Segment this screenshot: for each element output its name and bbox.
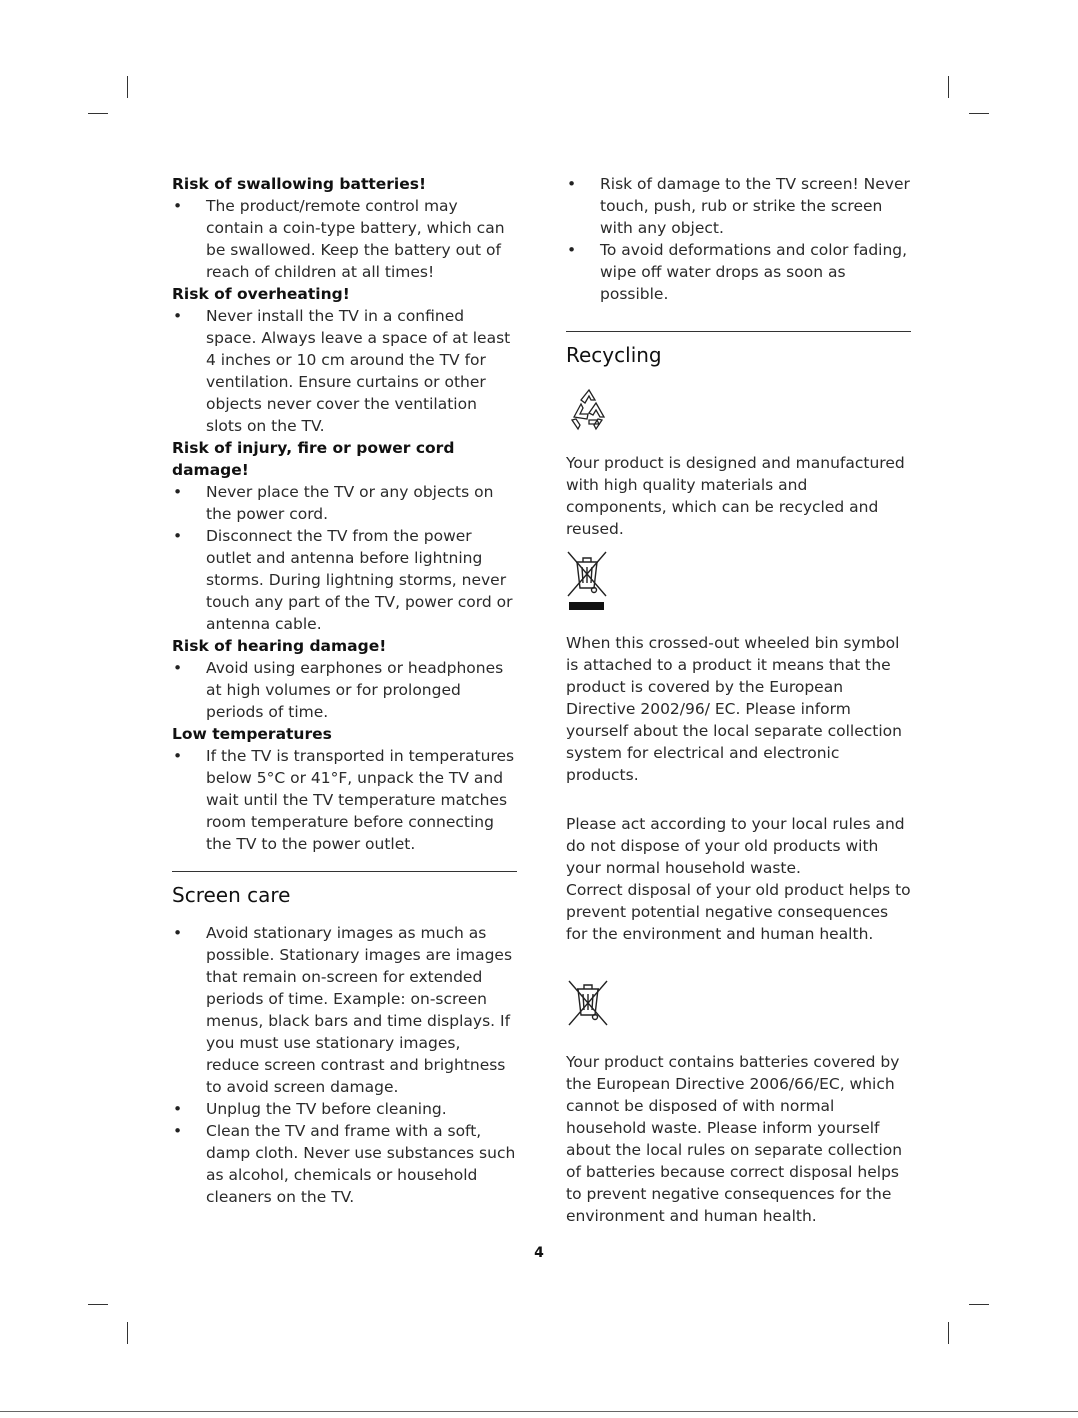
- block-heading: Risk of hearing damage!: [172, 637, 387, 655]
- page-number: 4: [534, 1245, 544, 1261]
- list-item: • Avoid using earphones or headphones at high volumes or for prolonged periods of time.: [172, 657, 517, 723]
- crop-mark: [88, 113, 108, 114]
- list-item: • Clean the TV and frame with a soft, damp cloth. Never use substances such as alcohol, chemicals or household cleaners on the TV.: [172, 1120, 517, 1208]
- safety-block: [172, 173, 517, 283]
- safety-block: [172, 437, 517, 635]
- bullet-list: [172, 922, 517, 1208]
- block-heading: Low temperatures: [172, 725, 332, 743]
- recycling-paragraph: Your product contains batteries covered by the European Directive 2006/66/EC, which cannot be disposed of with normal household waste. Please inform yourself about the local rules on separate collection of batteries because correct disposal helps to prevent negative consequences for the environment and human health.: [566, 1053, 903, 1225]
- recycling-paragraph: Correct disposal of your old product helps to prevent potential negative consequences for the environment and human health.: [566, 881, 911, 943]
- list-item: • Never place the TV or any objects on the power cord.: [172, 481, 517, 525]
- bullet-list: [172, 481, 517, 635]
- recycle-icon: [566, 382, 911, 440]
- recycling-paragraph: Your product is designed and manufactured with high quality materials and components, which can be recycled and reused.: [566, 454, 905, 538]
- recycling-paragraph: Please act according to your local rules and do not dispose of your old products with your normal household waste.: [566, 815, 905, 877]
- crop-mark: [948, 76, 949, 98]
- list-item: • The product/remote control may contain a coin-type battery, which can be swallowed. Keep the battery out of reach of children at all times!: [172, 195, 517, 283]
- right-column: [566, 173, 911, 1227]
- block-heading: Risk of injury, fire or power cord damage!: [172, 439, 455, 479]
- safety-block: [172, 723, 517, 855]
- divider: [0, 1411, 1078, 1412]
- bullet-list: [172, 745, 517, 855]
- bullet-list: [172, 305, 517, 437]
- safety-block: [172, 283, 517, 437]
- list-item: • Never install the TV in a confined space. Always leave a space of at least 4 inches or 10 cm around the TV for ventilation. Ensure curtains or other objects never cover the ventilation slots on the TV.: [172, 305, 517, 437]
- bullet-list: [172, 657, 517, 723]
- crop-mark: [948, 1322, 949, 1344]
- block-heading: Risk of swallowing batteries!: [172, 175, 427, 193]
- section-title-recycling: Recycling: [566, 331, 911, 368]
- bullet-list: [566, 173, 911, 305]
- weee-bin-icon: [566, 550, 911, 612]
- crop-mark: [88, 1304, 108, 1305]
- list-item: • If the TV is transported in temperatures below 5°C or 41°F, unpack the TV and wait until the TV temperature matches room temperature before connecting the TV to the power outlet.: [172, 745, 517, 855]
- list-item: • Risk of damage to the TV screen! Never touch, push, rub or strike the screen with any object.: [566, 173, 911, 239]
- crop-mark: [969, 1304, 989, 1305]
- battery-bin-icon: [566, 979, 911, 1029]
- crop-mark: [127, 76, 128, 98]
- crop-mark: [127, 1322, 128, 1344]
- left-column: [172, 173, 517, 1208]
- list-item: • Disconnect the TV from the power outlet and antenna before lightning storms. During lightning storms, never touch any part of the TV, power cord or antenna cable.: [172, 525, 517, 635]
- crop-mark: [969, 113, 989, 114]
- recycling-paragraph: When this crossed-out wheeled bin symbol is attached to a product it means that the product is covered by the European Directive 2002/96/ EC. Please inform yourself about the local separate collection system for electrical and electronic products.: [566, 634, 902, 784]
- block-heading: Risk of overheating!: [172, 285, 350, 303]
- safety-block: [172, 635, 517, 723]
- list-item: • Unplug the TV before cleaning.: [172, 1098, 517, 1120]
- section-title-screen-care: Screen care: [172, 871, 517, 908]
- list-item: • Avoid stationary images as much as possible. Stationary images are images that remain on-screen for extended periods of time. Example: on-screen menus, black bars and time displays. If you must use stationary images, reduce screen contrast and brightness to avoid screen damage.: [172, 922, 517, 1098]
- bullet-list: [172, 195, 517, 283]
- list-item: • To avoid deformations and color fading, wipe off water drops as soon as possible.: [566, 239, 911, 305]
